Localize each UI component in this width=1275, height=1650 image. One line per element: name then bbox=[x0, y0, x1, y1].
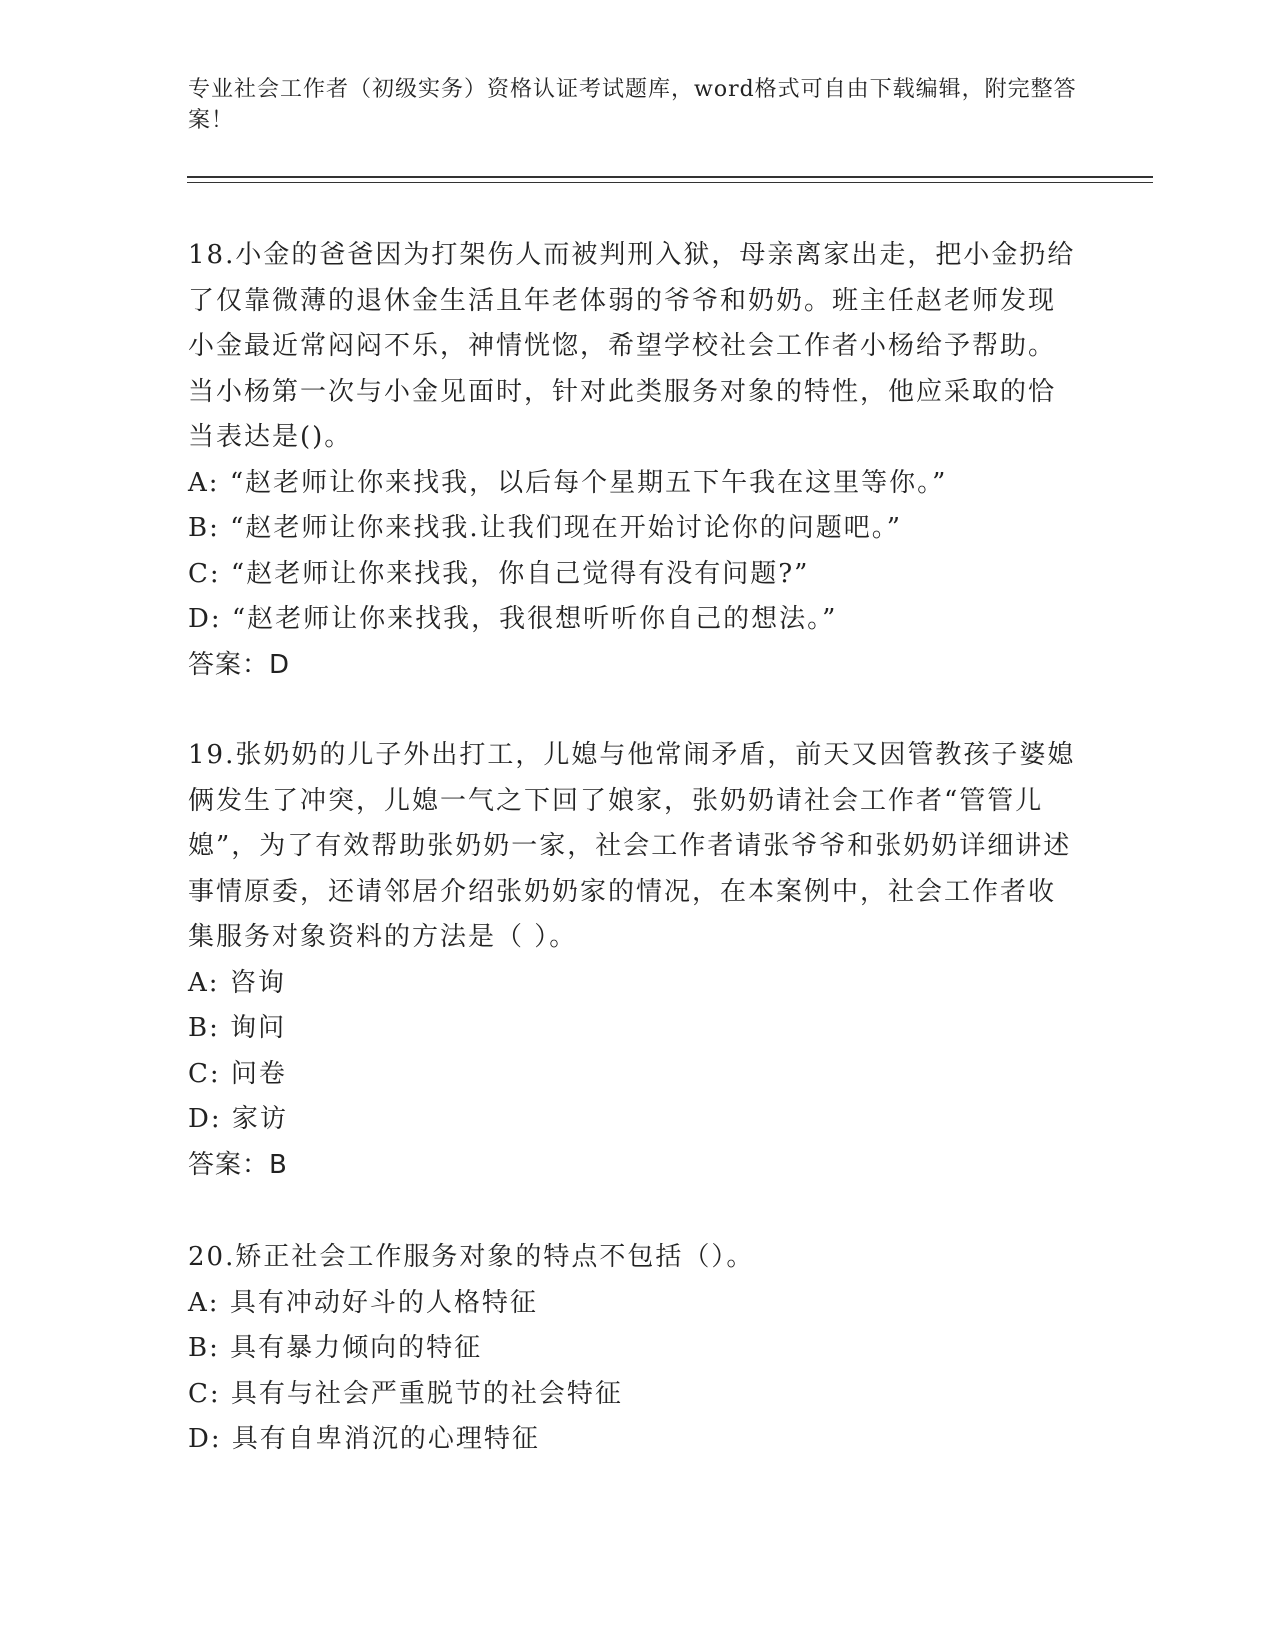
option-text: 具有暴力倾向的特征 bbox=[230, 1333, 483, 1363]
option-text: 家访 bbox=[231, 1104, 288, 1134]
option-text: “赵老师让你来找我，你自己觉得有没有问题?” bbox=[230, 558, 810, 589]
question-19 bbox=[188, 733, 1078, 1188]
option-b bbox=[188, 1326, 1078, 1372]
question-stem: 18.小金的爸爸因为打架伤人而被判刑入狱，母亲离家出走，把小金扔给了仅靠微薄的退休金生活且年老体弱的爷爷和奶奶。班主任赵老师发现小金最近常闷闷不乐，神情恍惚，希望学校社会工作者小杨给予帮助。当小杨第一次与小金见面时，针对此类服务对象的特性，他应采取的恰当表达是()。 bbox=[188, 240, 1076, 452]
option-letter: C: bbox=[188, 558, 221, 589]
option-text: 咨询 bbox=[229, 967, 286, 998]
option-text: 具有自卑消沉的心理特征 bbox=[231, 1424, 540, 1454]
option-text: “赵老师让你来找我.让我们现在开始讨论你的问题吧。” bbox=[230, 513, 902, 543]
option-text: 问卷 bbox=[230, 1058, 287, 1089]
option-letter: D: bbox=[188, 604, 222, 634]
question-20 bbox=[188, 1235, 1078, 1463]
option-letter: B: bbox=[188, 513, 220, 543]
option-d bbox=[188, 1417, 1078, 1463]
header-divider bbox=[187, 176, 1153, 178]
option-a bbox=[188, 1281, 1078, 1327]
option-letter: A: bbox=[188, 467, 220, 498]
option-letter: D: bbox=[188, 1424, 222, 1454]
option-text: 询问 bbox=[230, 1013, 287, 1043]
answer-line: 答案：B bbox=[188, 1149, 288, 1180]
option-letter: D: bbox=[188, 1104, 222, 1134]
option-text: “赵老师让你来找我，我很想听听你自己的想法。” bbox=[231, 604, 838, 634]
option-c bbox=[188, 552, 1078, 598]
option-letter: B: bbox=[188, 1013, 220, 1043]
option-c bbox=[188, 1052, 1078, 1098]
question-stem: 19.张奶奶的儿子外出打工，儿媳与他常闹矛盾，前天又因管教孩子婆媳俩发生了冲突，儿媳一气之下回了娘家，张奶奶请社会工作者“管管儿媳”，为了有效帮助张奶奶一家，社会工作者请张爷爷和张奶奶详细讲述事情原委，还请邻居介绍张奶奶家的情况，在本案例中，社会工作者收集服务对象资料的方法是（ ）。 bbox=[188, 740, 1076, 952]
option-letter: C: bbox=[188, 1378, 221, 1409]
option-letter: A: bbox=[188, 967, 220, 998]
option-text: 具有与社会严重脱节的社会特征 bbox=[230, 1378, 623, 1409]
option-letter: B: bbox=[188, 1333, 220, 1363]
option-a bbox=[188, 961, 1078, 1007]
option-a bbox=[188, 461, 1078, 507]
question-18 bbox=[188, 233, 1078, 688]
option-text: “赵老师让你来找我，以后每个星期五下午我在这里等你。” bbox=[229, 467, 948, 498]
page-header: 专业社会工作者（初级实务）资格认证考试题库，word格式可自由下载编辑，附完整答案！ bbox=[188, 77, 1077, 133]
option-c bbox=[188, 1372, 1078, 1418]
header-divider-thin bbox=[187, 182, 1153, 183]
option-letter: C: bbox=[188, 1058, 221, 1089]
option-b bbox=[188, 1006, 1078, 1052]
option-b bbox=[188, 506, 1078, 552]
option-text: 具有冲动好斗的人格特征 bbox=[229, 1287, 538, 1318]
option-letter: A: bbox=[188, 1287, 220, 1318]
answer-line: 答案：D bbox=[188, 649, 291, 680]
option-d bbox=[188, 1097, 1078, 1143]
question-stem: 20.矫正社会工作服务对象的特点不包括（）。 bbox=[188, 1242, 755, 1272]
option-d bbox=[188, 597, 1078, 643]
